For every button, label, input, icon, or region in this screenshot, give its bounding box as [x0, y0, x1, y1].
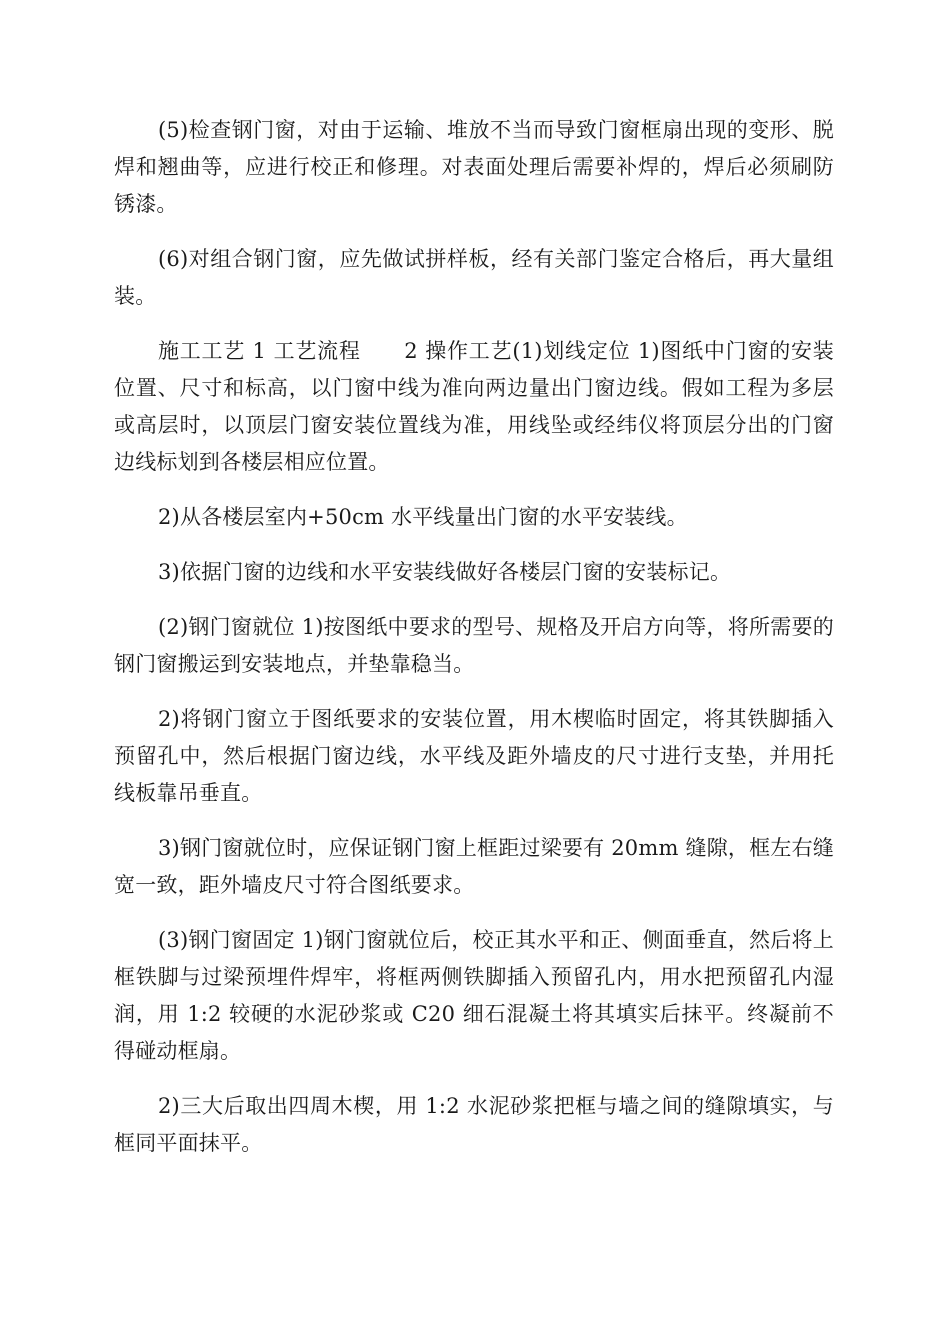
paragraph-install-marks: 3)依据门窗的边线和水平安装线做好各楼层门窗的安装标记。	[158, 560, 732, 584]
paragraph-horizontal-install-line: 2)从各楼层室内+50cm 水平线量出门窗的水平安装线。	[158, 505, 688, 529]
paragraph-construction-process-marking: 施工工艺 1 工艺流程 2 操作工艺(1)划线定位 1)图纸中门窗的安装位置、尺寸和标高，以门窗中线为准向两边量出门窗边线。假如工程为多层或高层时，以顶层门窗安装位置线为准，用线坠或经纬仪将顶层分出的门窗边线标划到各楼层相应位置。	[114, 339, 834, 474]
paragraph-combined-doors-windows: (6)对组合钢门窗，应先做试拼样板，经有关部门鉴定合格后，再大量组装。	[114, 247, 834, 308]
paragraph-remove-wedges-fill: 2)三大后取出四周木楔，用 1:2 水泥砂浆把框与墙之间的缝隙填实，与框同平面抹平。	[114, 1094, 834, 1155]
paragraph-positioning-wedge-fixing: 2)将钢门窗立于图纸要求的安装位置，用木楔临时固定，将其铁脚插入预留孔中，然后根据门窗边线，水平线及距外墙皮的尺寸进行支垫，并用托线板靠吊垂直。	[114, 707, 834, 805]
paragraph-fixing-welding: (3)钢门窗固定 1)钢门窗就位后，校正其水平和正、侧面垂直，然后将上框铁脚与过梁预埋件焊牢，将框两侧铁脚插入预留孔内，用水把预留孔内湿润，用 1:2 较硬的水泥砂浆或 C20 细石混凝土将其填实后抹平。终凝前不得碰动框扇。	[114, 928, 834, 1063]
paragraph-inspect-steel-doors-windows: (5)检查钢门窗，对由于运输、堆放不当而导致门窗框扇出现的变形、脱焊和翘曲等，应进行校正和修理。对表面处理后需要补焊的，焊后必须刷防锈漆。	[114, 118, 834, 216]
document-body	[114, 112, 834, 1162]
paragraph-positioning-transport: (2)钢门窗就位 1)按图纸中要求的型号、规格及开启方向等，将所需要的钢门窗搬运到安装地点，并垫靠稳当。	[114, 615, 834, 676]
paragraph-positioning-gap: 3)钢门窗就位时，应保证钢门窗上框距过梁要有 20mm 缝隙，框左右缝宽一致，距外墙皮尺寸符合图纸要求。	[114, 836, 834, 897]
